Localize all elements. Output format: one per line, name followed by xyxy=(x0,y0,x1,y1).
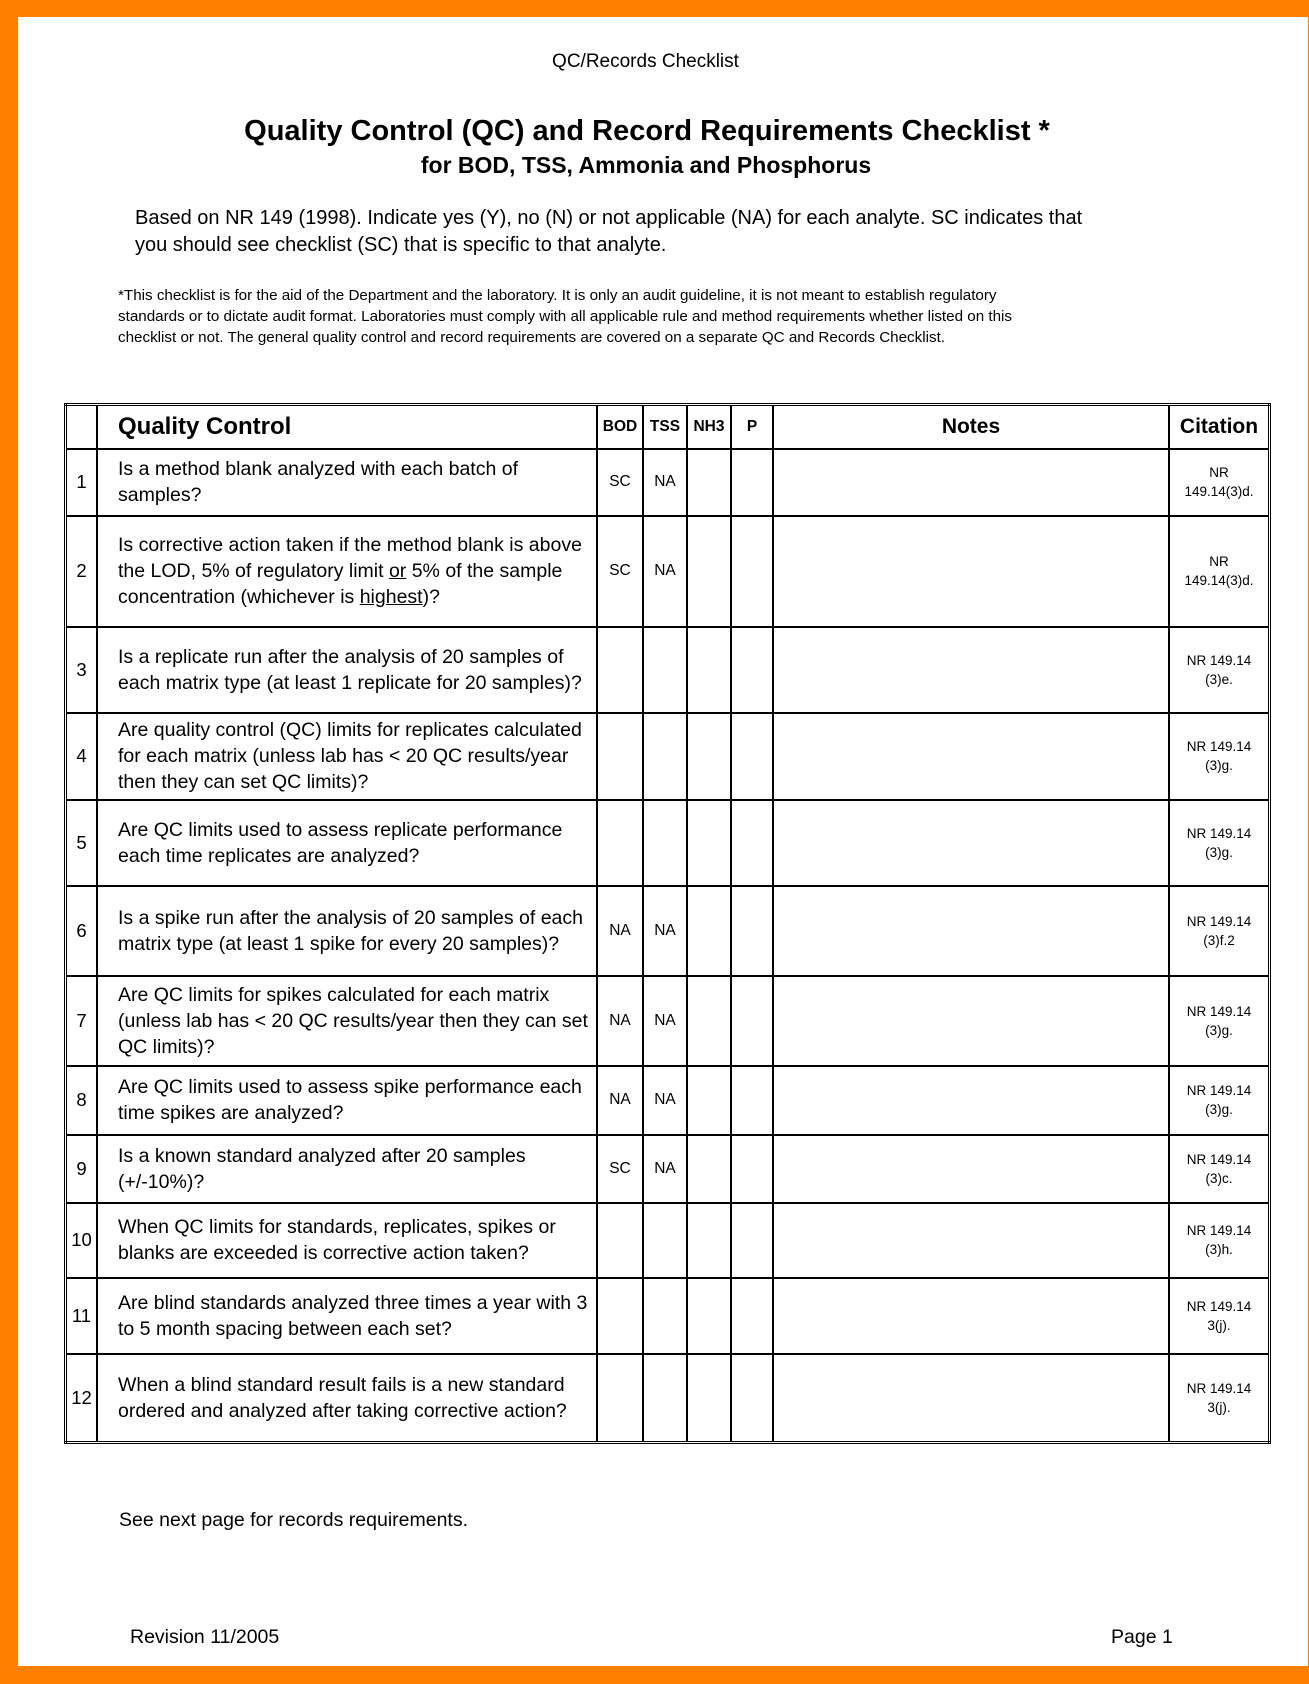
row-notes xyxy=(773,516,1169,627)
citation-line: (3)g. xyxy=(1205,1022,1233,1038)
row-notes xyxy=(773,627,1169,713)
page-title: Quality Control (QC) and Record Requirements Checklist * xyxy=(244,115,1050,147)
row-question: Are QC limits for spikes calculated for each matrix (unless lab has < 20 QC results/year then they can set QC limits)? xyxy=(97,976,597,1066)
row-notes xyxy=(773,800,1169,886)
row-p xyxy=(731,886,773,976)
row-nh3 xyxy=(687,976,731,1066)
citation-line: NR 149.14 xyxy=(1186,652,1252,668)
row-question: Is a known standard analyzed after 20 samples (+/-10%)? xyxy=(97,1135,597,1203)
citation-line: NR 149.14 xyxy=(1186,1151,1252,1167)
row-p xyxy=(731,449,773,516)
row-tss xyxy=(643,1203,687,1278)
row-tss xyxy=(643,713,687,800)
row-bod xyxy=(597,627,643,713)
row-p xyxy=(731,516,773,627)
row-nh3 xyxy=(687,886,731,976)
row-bod: SC xyxy=(597,1135,643,1203)
citation-line: NR 149.14 xyxy=(1186,1380,1252,1396)
citation-line: NR xyxy=(1209,554,1229,569)
row-question: Are quality control (QC) limits for replicates calculated for each matrix (unless lab has < 20 QC results/year then they can set QC limits)? xyxy=(97,713,597,800)
header-p: P xyxy=(731,405,773,449)
citation-line: NR 149.14 xyxy=(1186,1298,1252,1314)
running-header: QC/Records Checklist xyxy=(552,51,739,72)
disclaimer-line: standards or to dictate audit format. Laboratories must comply with all applicable rule and method requirements whether listed on this xyxy=(118,308,1012,325)
row-citation xyxy=(1169,886,1270,976)
row-citation xyxy=(1169,1278,1270,1354)
row-nh3 xyxy=(687,713,731,800)
row-nh3 xyxy=(687,1354,731,1443)
citation-line: NR 149.14 xyxy=(1186,739,1252,754)
row-nh3 xyxy=(687,1203,731,1278)
document-page xyxy=(18,17,1308,1666)
row-tss: NA xyxy=(643,1066,687,1135)
row-bod xyxy=(597,1203,643,1278)
citation-line: NR 149.14 xyxy=(1186,1083,1252,1098)
disclaimer-line: checklist or not. The general quality control and record requirements are covered on a separate QC and Records Checklist. xyxy=(118,329,946,346)
question-text: )? xyxy=(422,586,440,608)
question-emphasis-highest: highest xyxy=(359,586,423,608)
row-p xyxy=(731,1203,773,1278)
row-notes xyxy=(773,713,1169,800)
row-num: 9 xyxy=(66,1135,98,1203)
question-emphasis-or: or xyxy=(388,560,407,582)
row-nh3 xyxy=(687,1066,731,1135)
row-nh3 xyxy=(687,516,731,627)
row-tss xyxy=(643,800,687,886)
row-num: 12 xyxy=(66,1354,98,1443)
question-text: 5% of the sample concentration (whichever is xyxy=(118,560,563,608)
instructions-line: you should see checklist (SC) that is specific to that analyte. xyxy=(135,234,667,256)
row-citation xyxy=(1169,1066,1270,1135)
row-notes xyxy=(773,886,1169,976)
row-num: 7 xyxy=(66,976,98,1066)
row-citation xyxy=(1169,627,1270,713)
row-num: 11 xyxy=(66,1278,98,1354)
row-bod xyxy=(597,713,643,800)
row-bod xyxy=(597,1354,643,1443)
citation-line: (3)g. xyxy=(1205,844,1233,860)
row-question xyxy=(97,516,597,627)
table-row xyxy=(66,516,1270,627)
citation-line: NR 149.14 xyxy=(1186,1003,1252,1019)
row-tss: NA xyxy=(643,886,687,976)
row-question: Is a method blank analyzed with each batch of samples? xyxy=(97,449,597,516)
row-tss: NA xyxy=(643,976,687,1066)
row-bod xyxy=(597,1278,643,1354)
row-num: 4 xyxy=(66,713,98,800)
row-tss: NA xyxy=(643,1135,687,1203)
citation-line: (3)f.2 xyxy=(1203,932,1235,948)
citation-line: NR 149.14 xyxy=(1186,1223,1252,1238)
row-nh3 xyxy=(687,627,731,713)
row-num: 8 xyxy=(66,1066,98,1135)
citation-line: 3(j). xyxy=(1207,1317,1231,1333)
row-p xyxy=(731,976,773,1066)
table-row xyxy=(66,1278,1270,1354)
row-question: Is a replicate run after the analysis of 20 samples of each matrix type (at least 1 replicate for 20 samples)? xyxy=(97,627,597,713)
instructions xyxy=(135,205,1235,259)
row-nh3 xyxy=(687,800,731,886)
row-p xyxy=(731,1135,773,1203)
row-bod: NA xyxy=(597,886,643,976)
disclaimer-line: *This checklist is for the aid of the Department and the laboratory. It is only an audit guideline, it is not meant to establish regulatory xyxy=(118,287,997,304)
citation-line: 3(j). xyxy=(1207,1399,1231,1415)
row-citation xyxy=(1169,516,1270,627)
row-notes xyxy=(773,449,1169,516)
table-header-row xyxy=(66,405,1270,449)
row-num: 3 xyxy=(66,627,98,713)
header-question: Quality Control xyxy=(97,405,597,449)
row-bod: NA xyxy=(597,976,643,1066)
instructions-line: Based on NR 149 (1998). Indicate yes (Y), no (N) or not applicable (NA) for each analyte. SC indicates that xyxy=(135,207,1083,229)
row-citation xyxy=(1169,449,1270,516)
citation-line: NR 149.14 xyxy=(1186,825,1252,841)
table-row xyxy=(66,627,1270,713)
row-question: Are QC limits used to assess replicate performance each time replicates are analyzed? xyxy=(97,800,597,886)
row-question: Are blind standards analyzed three times a year with 3 to 5 month spacing between each set? xyxy=(97,1278,597,1354)
row-tss: NA xyxy=(643,449,687,516)
row-p xyxy=(731,1354,773,1443)
row-bod: SC xyxy=(597,449,643,516)
citation-line: (3)h. xyxy=(1205,1242,1233,1257)
citation-line: NR xyxy=(1209,465,1229,480)
row-tss xyxy=(643,1354,687,1443)
header-citation: Citation xyxy=(1169,405,1270,449)
header-notes: Notes xyxy=(773,405,1169,449)
header-tss: TSS xyxy=(643,405,687,449)
header-bod: BOD xyxy=(597,405,643,449)
table-row xyxy=(66,1135,1270,1203)
row-question: Is a spike run after the analysis of 20 samples of each matrix type (at least 1 spike for every 20 samples)? xyxy=(97,886,597,976)
qc-checklist-table xyxy=(64,403,1271,1444)
row-tss xyxy=(643,1278,687,1354)
citation-line: 149.14(3)d. xyxy=(1184,484,1254,499)
citation-line: (3)g. xyxy=(1205,1102,1233,1117)
row-num: 10 xyxy=(66,1203,98,1278)
row-p xyxy=(731,713,773,800)
table-row xyxy=(66,800,1270,886)
row-nh3 xyxy=(687,1135,731,1203)
revision-label: Revision 11/2005 xyxy=(130,1626,280,1648)
row-bod xyxy=(597,800,643,886)
row-citation xyxy=(1169,1135,1270,1203)
row-citation xyxy=(1169,800,1270,886)
row-p xyxy=(731,1066,773,1135)
row-tss xyxy=(643,627,687,713)
page-number: Page 1 xyxy=(1111,1626,1173,1648)
citation-line: NR 149.14 xyxy=(1186,913,1252,929)
row-nh3 xyxy=(687,1278,731,1354)
row-num: 2 xyxy=(66,516,98,627)
row-num: 1 xyxy=(66,449,98,516)
table-row xyxy=(66,1203,1270,1278)
row-citation xyxy=(1169,713,1270,800)
header-num xyxy=(66,405,98,449)
row-citation xyxy=(1169,1203,1270,1278)
row-notes xyxy=(773,1278,1169,1354)
qc-table-wrapper xyxy=(64,403,1271,1444)
row-question: When QC limits for standards, replicates, spikes or blanks are exceeded is corrective action taken? xyxy=(97,1203,597,1278)
question-text: Is corrective action taken if the method blank is above the LOD, 5% of regulatory limit xyxy=(118,534,582,582)
citation-line: 149.14(3)d. xyxy=(1184,573,1254,588)
row-tss: NA xyxy=(643,516,687,627)
row-question: When a blind standard result fails is a new standard ordered and analyzed after taking corrective action? xyxy=(97,1354,597,1443)
row-bod: SC xyxy=(597,516,643,627)
row-notes xyxy=(773,1354,1169,1443)
row-bod: NA xyxy=(597,1066,643,1135)
table-row xyxy=(66,886,1270,976)
row-p xyxy=(731,627,773,713)
row-notes xyxy=(773,1066,1169,1135)
table-row xyxy=(66,1354,1270,1443)
row-p xyxy=(731,800,773,886)
table-row xyxy=(66,976,1270,1066)
row-question: Are QC limits used to assess spike performance each time spikes are analyzed? xyxy=(97,1066,597,1135)
citation-line: (3)g. xyxy=(1205,758,1233,773)
row-num: 5 xyxy=(66,800,98,886)
table-row xyxy=(66,713,1270,800)
disclaimer xyxy=(118,285,1238,348)
table-row xyxy=(66,1066,1270,1135)
citation-line: (3)e. xyxy=(1205,671,1233,687)
citation-line: (3)c. xyxy=(1205,1170,1233,1186)
row-nh3 xyxy=(687,449,731,516)
next-page-note: See next page for records requirements. xyxy=(119,1509,469,1531)
page-subtitle: for BOD, TSS, Ammonia and Phosphorus xyxy=(420,152,872,178)
row-num: 6 xyxy=(66,886,98,976)
row-p xyxy=(731,1278,773,1354)
row-notes xyxy=(773,976,1169,1066)
row-citation xyxy=(1169,1354,1270,1443)
row-notes xyxy=(773,1203,1169,1278)
table-row xyxy=(66,449,1270,516)
row-notes xyxy=(773,1135,1169,1203)
row-citation xyxy=(1169,976,1270,1066)
header-nh3: NH3 xyxy=(687,405,731,449)
